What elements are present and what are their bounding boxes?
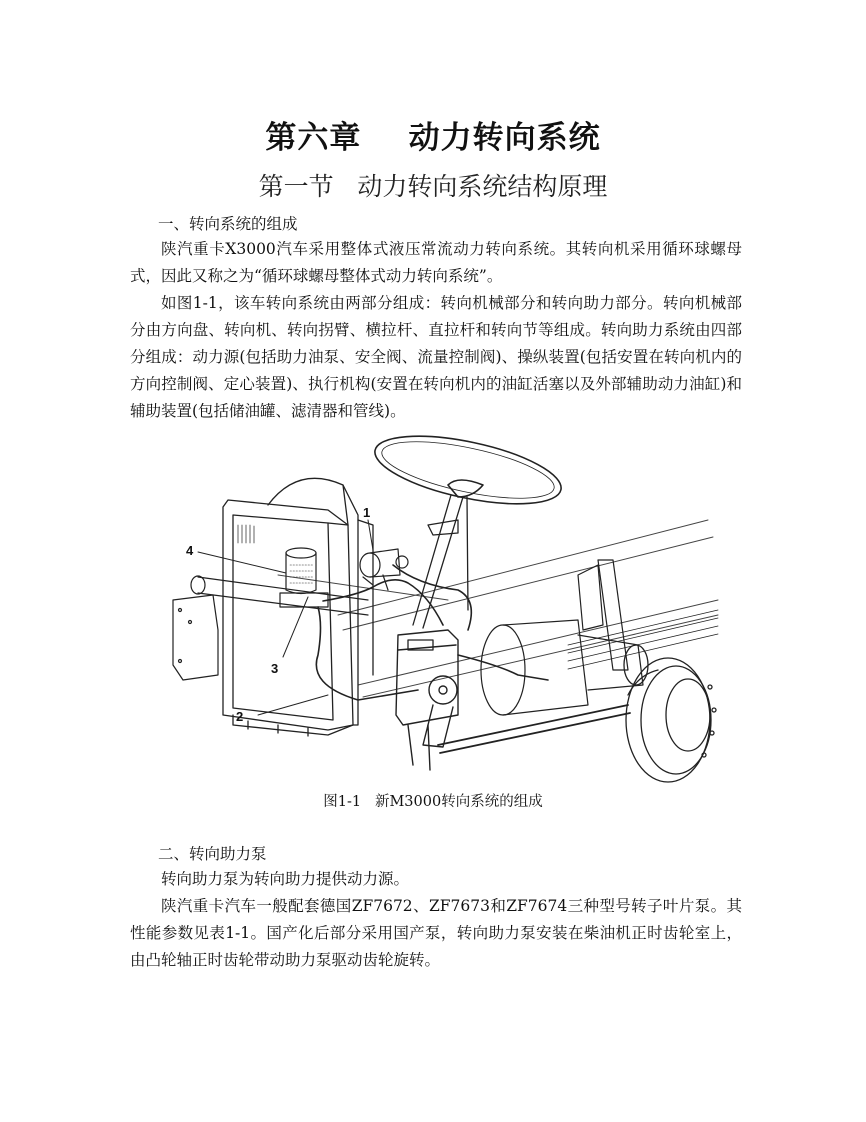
steering-column xyxy=(408,495,468,650)
suspension xyxy=(568,560,718,670)
bumper-bracket xyxy=(173,595,218,680)
callout-leaders xyxy=(198,520,373,715)
steering-wheel xyxy=(369,425,566,517)
callout-3: 3 xyxy=(271,661,279,676)
figure-caption: 图1-1 新M3000转向系统的组成 xyxy=(323,794,543,810)
paragraph-pump-purpose: 转向助力泵为转向助力提供动力源。 xyxy=(161,870,410,888)
wheel-hub xyxy=(624,645,716,782)
steering-gear xyxy=(396,630,458,770)
tie-rod xyxy=(438,705,630,753)
paragraph-composition: 如图1-1，该车转向系统由两部分组成：转向机械部分和转向助力部分。转向机械部分由方向盘、转向机、转向拐臂、横拉杆、直拉杆和转向节等组成。转向助力系统由四部分组成：动力源(包括助力油泵、安全阀、流量控制阀)、操纵装置(包括安置在转向机内的方向控制阀、定心装置)、执行机构(安置在转向机内的油缸活塞以及外部辅助动力油缸)和辅助装置(包括储油罐、滤清器和管线)。 xyxy=(130,294,742,420)
callout-1: 1 xyxy=(363,505,371,520)
callout-2: 2 xyxy=(236,709,244,724)
front-axle xyxy=(481,620,643,715)
paragraph-intro: 陕汽重卡X3000汽车采用整体式液压常流动力转向系统。其转向机采用循环球螺母式，因此又称之为“循环球螺母整体式动力转向系统”。 xyxy=(130,240,742,285)
callout-4: 4 xyxy=(186,543,194,558)
chapter-title: 第六章 动力转向系统 xyxy=(265,120,601,156)
steering-pump xyxy=(360,549,408,590)
chassis-frame xyxy=(278,520,718,697)
callout-labels xyxy=(186,505,370,724)
paragraph-pump-models: 陕汽重卡汽车一般配套德国ZF7672、ZF7673和ZF7674三种型号转子叶片泵。其性能参数见表1-1。国产化后部分采用国产泵，转向助力泵安装在柴油机正时齿轮室上，由凸轮轴正时齿轮带动助力泵驱动齿轮旋转。 xyxy=(130,897,742,969)
oil-reservoir xyxy=(280,548,328,607)
heading-steering-system-composition: 一、转向系统的组成 xyxy=(158,215,298,233)
section-title: 第一节 动力转向系统结构原理 xyxy=(258,172,608,201)
steering-system-diagram xyxy=(158,425,728,785)
heading-steering-pump: 二、转向助力泵 xyxy=(158,845,267,863)
